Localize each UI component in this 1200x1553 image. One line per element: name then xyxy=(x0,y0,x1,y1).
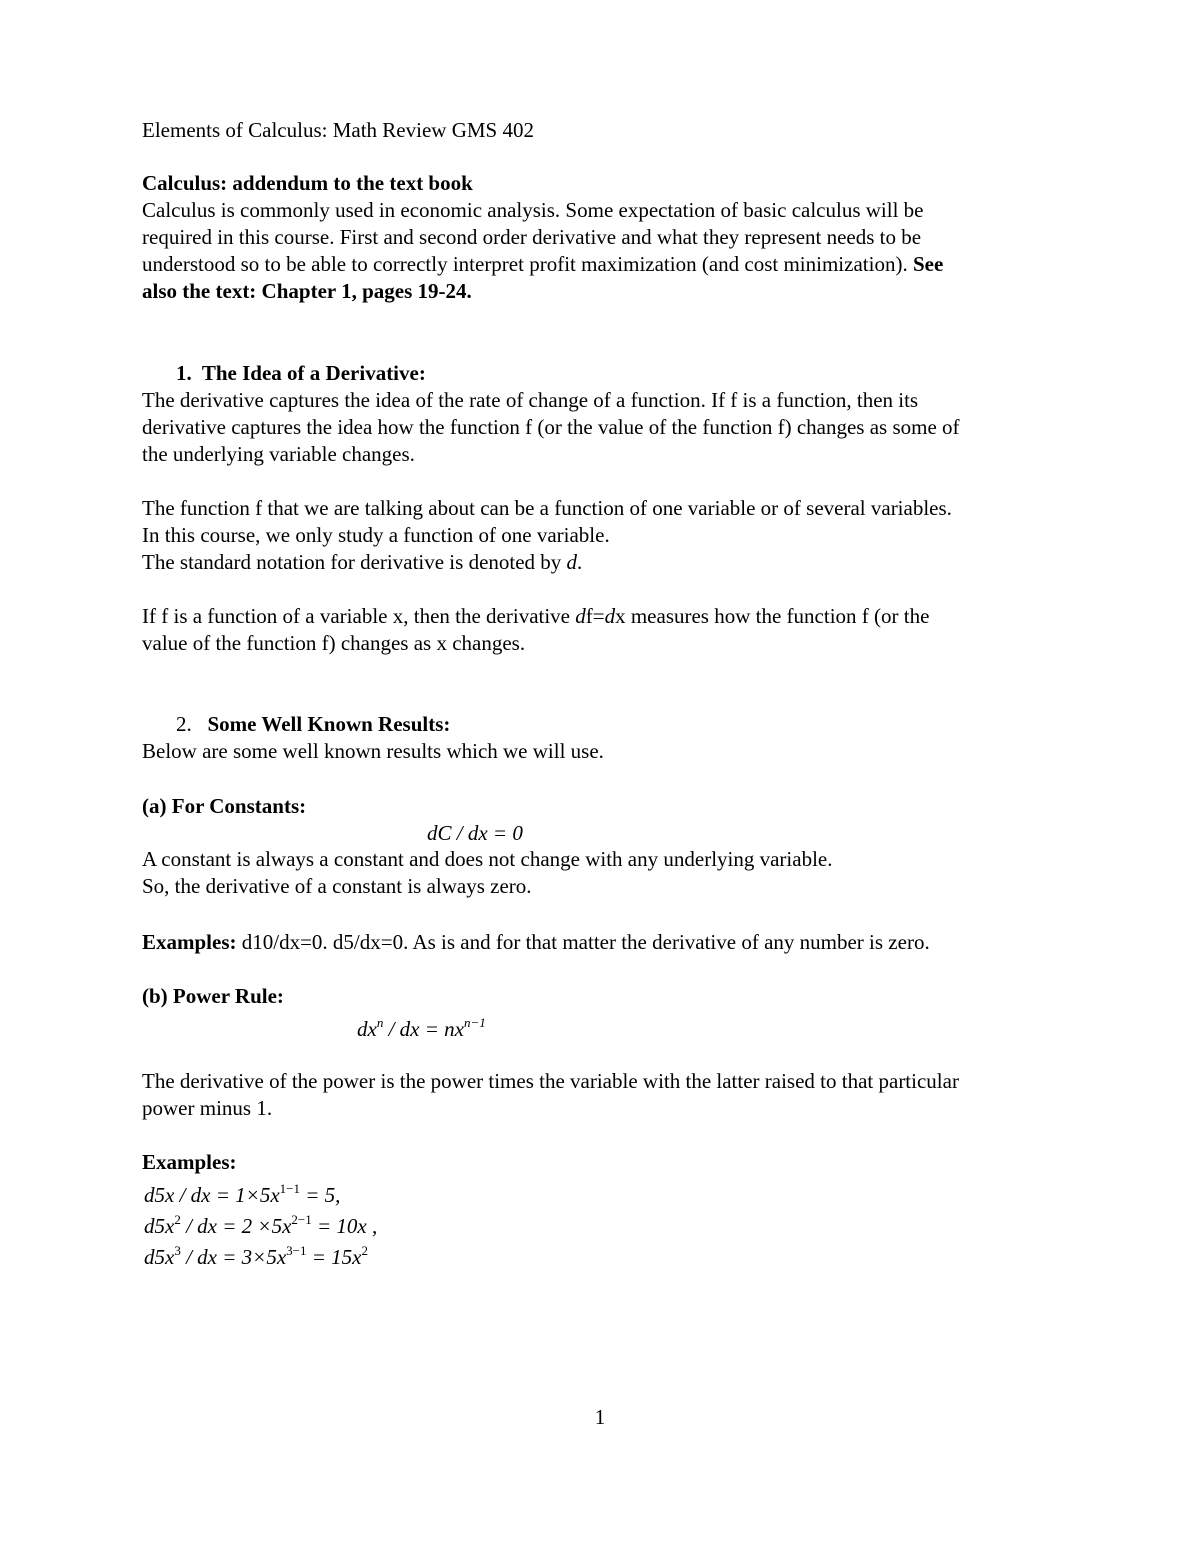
intro-heading: Calculus: addendum to the text book xyxy=(142,171,473,195)
examples-label: Examples: xyxy=(142,1150,237,1174)
intro-line: required in this course. First and second order derivative and what they represent needs to be xyxy=(142,225,922,249)
document-title xyxy=(142,117,1072,144)
power-rule-subsection xyxy=(142,983,1072,1010)
power-rule-examples xyxy=(142,1149,1072,1176)
examples-label: Examples: xyxy=(142,930,237,954)
derivative-definition-line: If f is a function of a variable x, then the derivative df=dx measures how the function f (or the xyxy=(142,604,930,628)
paragraph-line: A constant is always a constant and does not change with any underlying variable. xyxy=(142,847,833,871)
examples-text: d10/dx=0. d5/dx=0. As is and for that matter the derivative of any number is zero. xyxy=(236,930,930,954)
page-number: 1 xyxy=(594,1405,606,1429)
constants-explanation xyxy=(142,846,1072,900)
constants-heading: (a) For Constants: xyxy=(142,794,307,818)
power-example-2: $d5x^2$ / dx = $2 \times 5x^{2-1} = 10x$ , xyxy=(144,1212,378,1238)
paragraph-line: the underlying variable changes. xyxy=(142,442,415,466)
paragraph-line: The derivative of the power is the power times the variable with the latter raised to that particular xyxy=(142,1069,959,1093)
intro-section xyxy=(142,170,1072,305)
power-example-3: $d5x^3$ / dx = $3\times 5x^{3-1} = 15x^2$ xyxy=(144,1243,368,1269)
see-text-reference: See xyxy=(912,252,944,276)
paragraph-line: derivative captures the idea how the function f (or the value of the function f) changes as some of xyxy=(142,415,960,439)
paragraph-line: The function f that we are talking about can be a function of one variable or of several variables. xyxy=(142,496,952,520)
paragraph-line: power minus 1. xyxy=(142,1096,273,1120)
notation-line: The standard notation for derivative is denoted by d. xyxy=(142,550,583,574)
power-example-1: d5x / dx = $1\times 5x^{1-1} = 5$, xyxy=(144,1181,341,1207)
intro-line: understood so to be able to correctly interpret profit maximization (and cost minimization). xyxy=(142,252,913,276)
section-2-heading: 2. Some Well Known Results: xyxy=(176,712,451,736)
section-2 xyxy=(142,711,1072,765)
power-rule-explanation xyxy=(142,1068,1072,1122)
power-rule-heading: (b) Power Rule: xyxy=(142,984,284,1008)
section-1-paragraph-2 xyxy=(142,495,1072,576)
section-1-heading: 1. The Idea of a Derivative: xyxy=(176,361,426,385)
constants-subsection xyxy=(142,793,1072,820)
chapter-reference: also the text: Chapter 1, pages 19-24. xyxy=(142,279,472,303)
section-1-paragraph-3 xyxy=(142,603,1072,657)
intro-line: Calculus is commonly used in economic analysis. Some expectation of basic calculus will be xyxy=(142,198,924,222)
paragraph-line: The derivative captures the idea of the rate of change of a function. If f is a function, then its xyxy=(142,388,919,412)
power-rule-formula: $dx^n$ / dx = $nx^{n-1}$ xyxy=(357,1015,486,1041)
constants-formula: dC / dx = 0 xyxy=(427,821,523,845)
title-text: Elements of Calculus: Math Review GMS 402 xyxy=(142,118,534,142)
section-2-intro: Below are some well known results which we will use. xyxy=(142,739,604,763)
paragraph-line: So, the derivative of a constant is always zero. xyxy=(142,874,532,898)
paragraph-line: In this course, we only study a function of one variable. xyxy=(142,523,610,547)
section-1 xyxy=(142,360,1072,468)
paragraph-line: value of the function f) changes as x changes. xyxy=(142,631,526,655)
constants-examples xyxy=(142,929,1072,956)
